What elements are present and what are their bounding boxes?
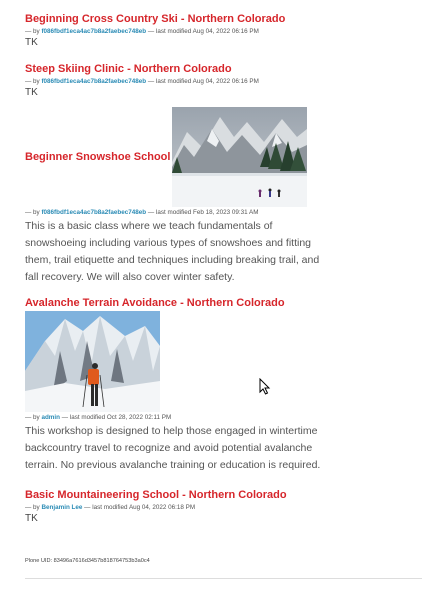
entry-description: This workshop is designed to help those engaged in wintertime backcountry travel to recognize and avoid potential avalanche terrain. No previous avalanche training or education is required.: [25, 425, 321, 471]
byline: [25, 208, 325, 217]
entry-title-link[interactable]: Basic Mountaineering School - Northern Colorado: [25, 489, 287, 501]
byline: [25, 503, 325, 512]
modified-date: — last modified Feb 18, 2023 09:31 AM: [147, 209, 259, 216]
entry-title-link[interactable]: Avalanche Terrain Avoidance - Northern Colorado: [25, 297, 285, 309]
entry-title-link[interactable]: Beginner Snowshoe School: [25, 151, 171, 163]
byline-prefix: — by: [25, 414, 40, 421]
entry-description: TK: [25, 37, 38, 48]
snowshoe-thumbnail-image[interactable]: [172, 107, 307, 207]
byline-prefix: — by: [25, 209, 40, 216]
byline: [25, 413, 325, 422]
modified-date: — last modified Aug 04, 2022 06:18 PM: [84, 504, 196, 511]
list-item: [25, 488, 325, 525]
entry-title-link[interactable]: Beginning Cross Country Ski - Northern Colorado: [25, 13, 286, 25]
entry-description: This is a basic class where we teach fundamentals of snowshoeing including various types of snowshoes and fitting them, trail etiquette and techniques including breaking trail, and fall recovery. We will also cover winter safety.: [25, 220, 320, 283]
footer-divider: [25, 578, 422, 579]
title-with-image: [25, 107, 325, 207]
list-item: [25, 296, 325, 474]
author-link[interactable]: f086fbdf1eca4ac7b8a2faebec748eb: [41, 28, 147, 35]
content-listing: [25, 12, 325, 537]
byline-prefix: — by: [25, 78, 40, 85]
modified-date: — last modified Aug 04, 2022 06:16 PM: [147, 78, 259, 85]
list-item: [25, 62, 325, 99]
byline: [25, 27, 325, 36]
entry-title-link[interactable]: Steep Skiing Clinic - Northern Colorado: [25, 63, 232, 75]
list-item: [25, 12, 325, 49]
list-item: [25, 107, 325, 286]
byline: [25, 77, 325, 86]
byline-prefix: — by: [25, 504, 40, 511]
entry-description: TK: [25, 513, 38, 524]
plone-uid: Plone UID: 83496a7616d3457b818764753b3a0c4: [25, 558, 150, 564]
mouse-pointer-icon: [259, 378, 271, 395]
byline-prefix: — by: [25, 28, 40, 35]
modified-date: — last modified Aug 04, 2022 06:16 PM: [147, 28, 259, 35]
author-link[interactable]: f086fbdf1eca4ac7b8a2faebec748eb: [41, 209, 147, 216]
author-link[interactable]: Benjamin Lee: [41, 504, 83, 511]
author-link[interactable]: admin: [41, 414, 60, 421]
entry-description: TK: [25, 87, 38, 98]
author-link[interactable]: f086fbdf1eca4ac7b8a2faebec748eb: [41, 78, 147, 85]
modified-date: — last modified Oct 28, 2022 02:11 PM: [61, 414, 172, 421]
avalanche-thumbnail-image[interactable]: [25, 311, 160, 412]
